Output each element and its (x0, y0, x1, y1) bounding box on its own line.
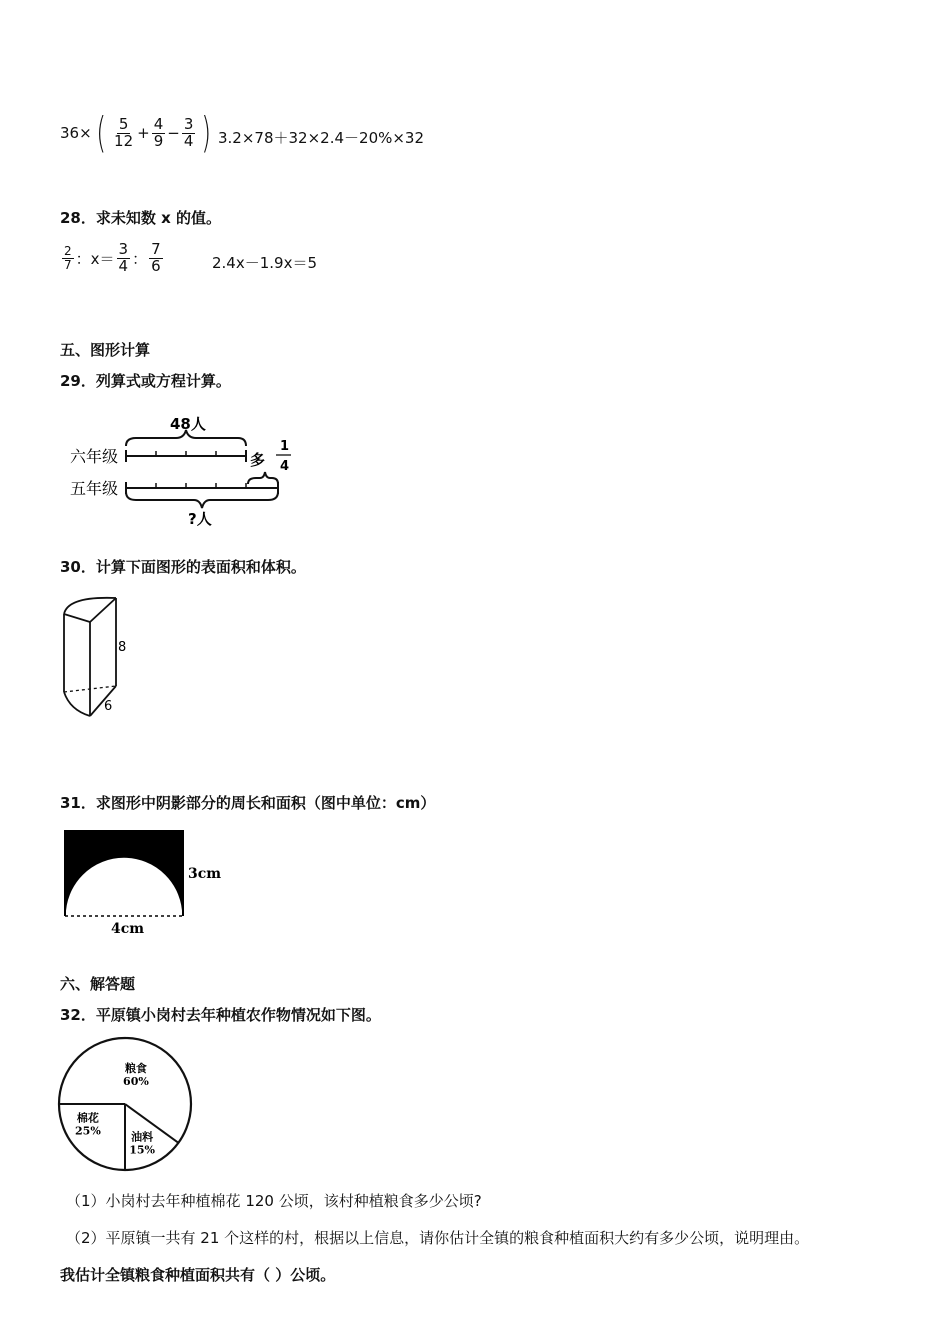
label-more-numerator: 1 (280, 439, 290, 454)
side-label: 3cm (188, 866, 222, 882)
expression-1 (60, 108, 216, 157)
q28-equation-a (60, 242, 165, 275)
plus-sign: + (137, 124, 150, 142)
fraction-denominator: 4 (183, 131, 194, 150)
fraction-denominator: 9 (153, 131, 164, 150)
q29-title: 29．列算式或方程计算。 (60, 372, 231, 390)
brace-more (248, 472, 278, 484)
segment-diagram (60, 408, 320, 533)
bottom-label: 4cm (111, 921, 145, 937)
pie-value-label: 15% (129, 1143, 155, 1157)
ratio-colon-x: ：x＝ (75, 249, 115, 268)
fraction-7-6 (149, 242, 163, 275)
fraction-2-7 (62, 245, 74, 271)
pie-value-label: 60% (123, 1074, 149, 1088)
fraction-denominator: 12 (114, 131, 134, 150)
pie-category-label: 粮食 (124, 1061, 147, 1075)
label-48: 48人 (170, 415, 206, 433)
fraction-denominator: 7 (64, 257, 72, 272)
shaded-region-figure (58, 826, 233, 938)
section-5-title: 五、图形计算 (60, 341, 151, 359)
q28-equation-b: 2.4x－1.9x＝5 (212, 254, 318, 272)
q30-title: 30．计算下面图形的表面积和体积。 (60, 558, 306, 576)
right-paren: ) (201, 108, 212, 157)
q32-title: 32．平原镇小岗村去年种植农作物情况如下图。 (60, 1006, 381, 1024)
fraction-4-9 (152, 114, 166, 150)
left-paren: ( (95, 108, 106, 157)
expression-2: 3.2×78＋32×2.4－20%×32 (218, 129, 425, 147)
fraction-denominator: 4 (118, 256, 129, 275)
expr1-lead: 36× (60, 124, 92, 142)
pie-category-label: 油料 (131, 1130, 154, 1144)
height-label: 8 (118, 640, 127, 655)
diameter-label: 6 (104, 699, 113, 714)
fraction-denominator: 6 (151, 256, 161, 275)
fraction-numerator: 3 (118, 240, 129, 258)
label-five-grade: 五年级 (70, 479, 119, 498)
q31-title: 31．求图形中阴影部分的周长和面积（图中单位：cm） (60, 794, 436, 812)
fraction-3-4 (117, 242, 131, 275)
bottom-arc (64, 692, 90, 716)
q28-title: 28．求未知数 x 的值。 (60, 209, 221, 227)
pie-chart (55, 1036, 197, 1176)
brace-unknown (126, 492, 278, 508)
pie-value-label: 25% (75, 1124, 101, 1138)
pie-category-label: 棉花 (76, 1111, 99, 1125)
section-6-title: 六、解答题 (60, 975, 136, 993)
fraction-numerator: 5 (118, 114, 129, 133)
label-more: 多 (250, 451, 266, 469)
fraction-numerator: 4 (153, 114, 164, 133)
ratio-colon: ： (132, 249, 148, 268)
fraction-3-4 (182, 114, 196, 150)
minus-sign: − (167, 124, 180, 142)
fraction-numerator: 3 (183, 114, 194, 133)
fraction-5-12 (112, 114, 135, 150)
label-unknown: ?人 (188, 510, 212, 528)
label-more-denominator: 4 (280, 459, 290, 474)
label-six-grade: 六年级 (70, 447, 119, 466)
top-edge (90, 598, 116, 622)
q32-sub2: （2）平原镇一共有 21 个这样的村，根据以上信息，请你估计全镇的粮食种植面积大约有多少公顷，说明理由。 (66, 1229, 810, 1247)
fraction-numerator: 7 (151, 240, 161, 258)
q32-answer-line: 我估计全镇粮食种植面积共有（ ）公顷。 (60, 1266, 336, 1284)
fraction-numerator: 2 (64, 244, 72, 259)
half-cylinder-figure (58, 592, 148, 722)
top-diameter (64, 614, 90, 622)
q32-sub1: （1）小岗村去年种植棉花 120 公顷，该村种植粮食多少公顷? (66, 1192, 482, 1210)
